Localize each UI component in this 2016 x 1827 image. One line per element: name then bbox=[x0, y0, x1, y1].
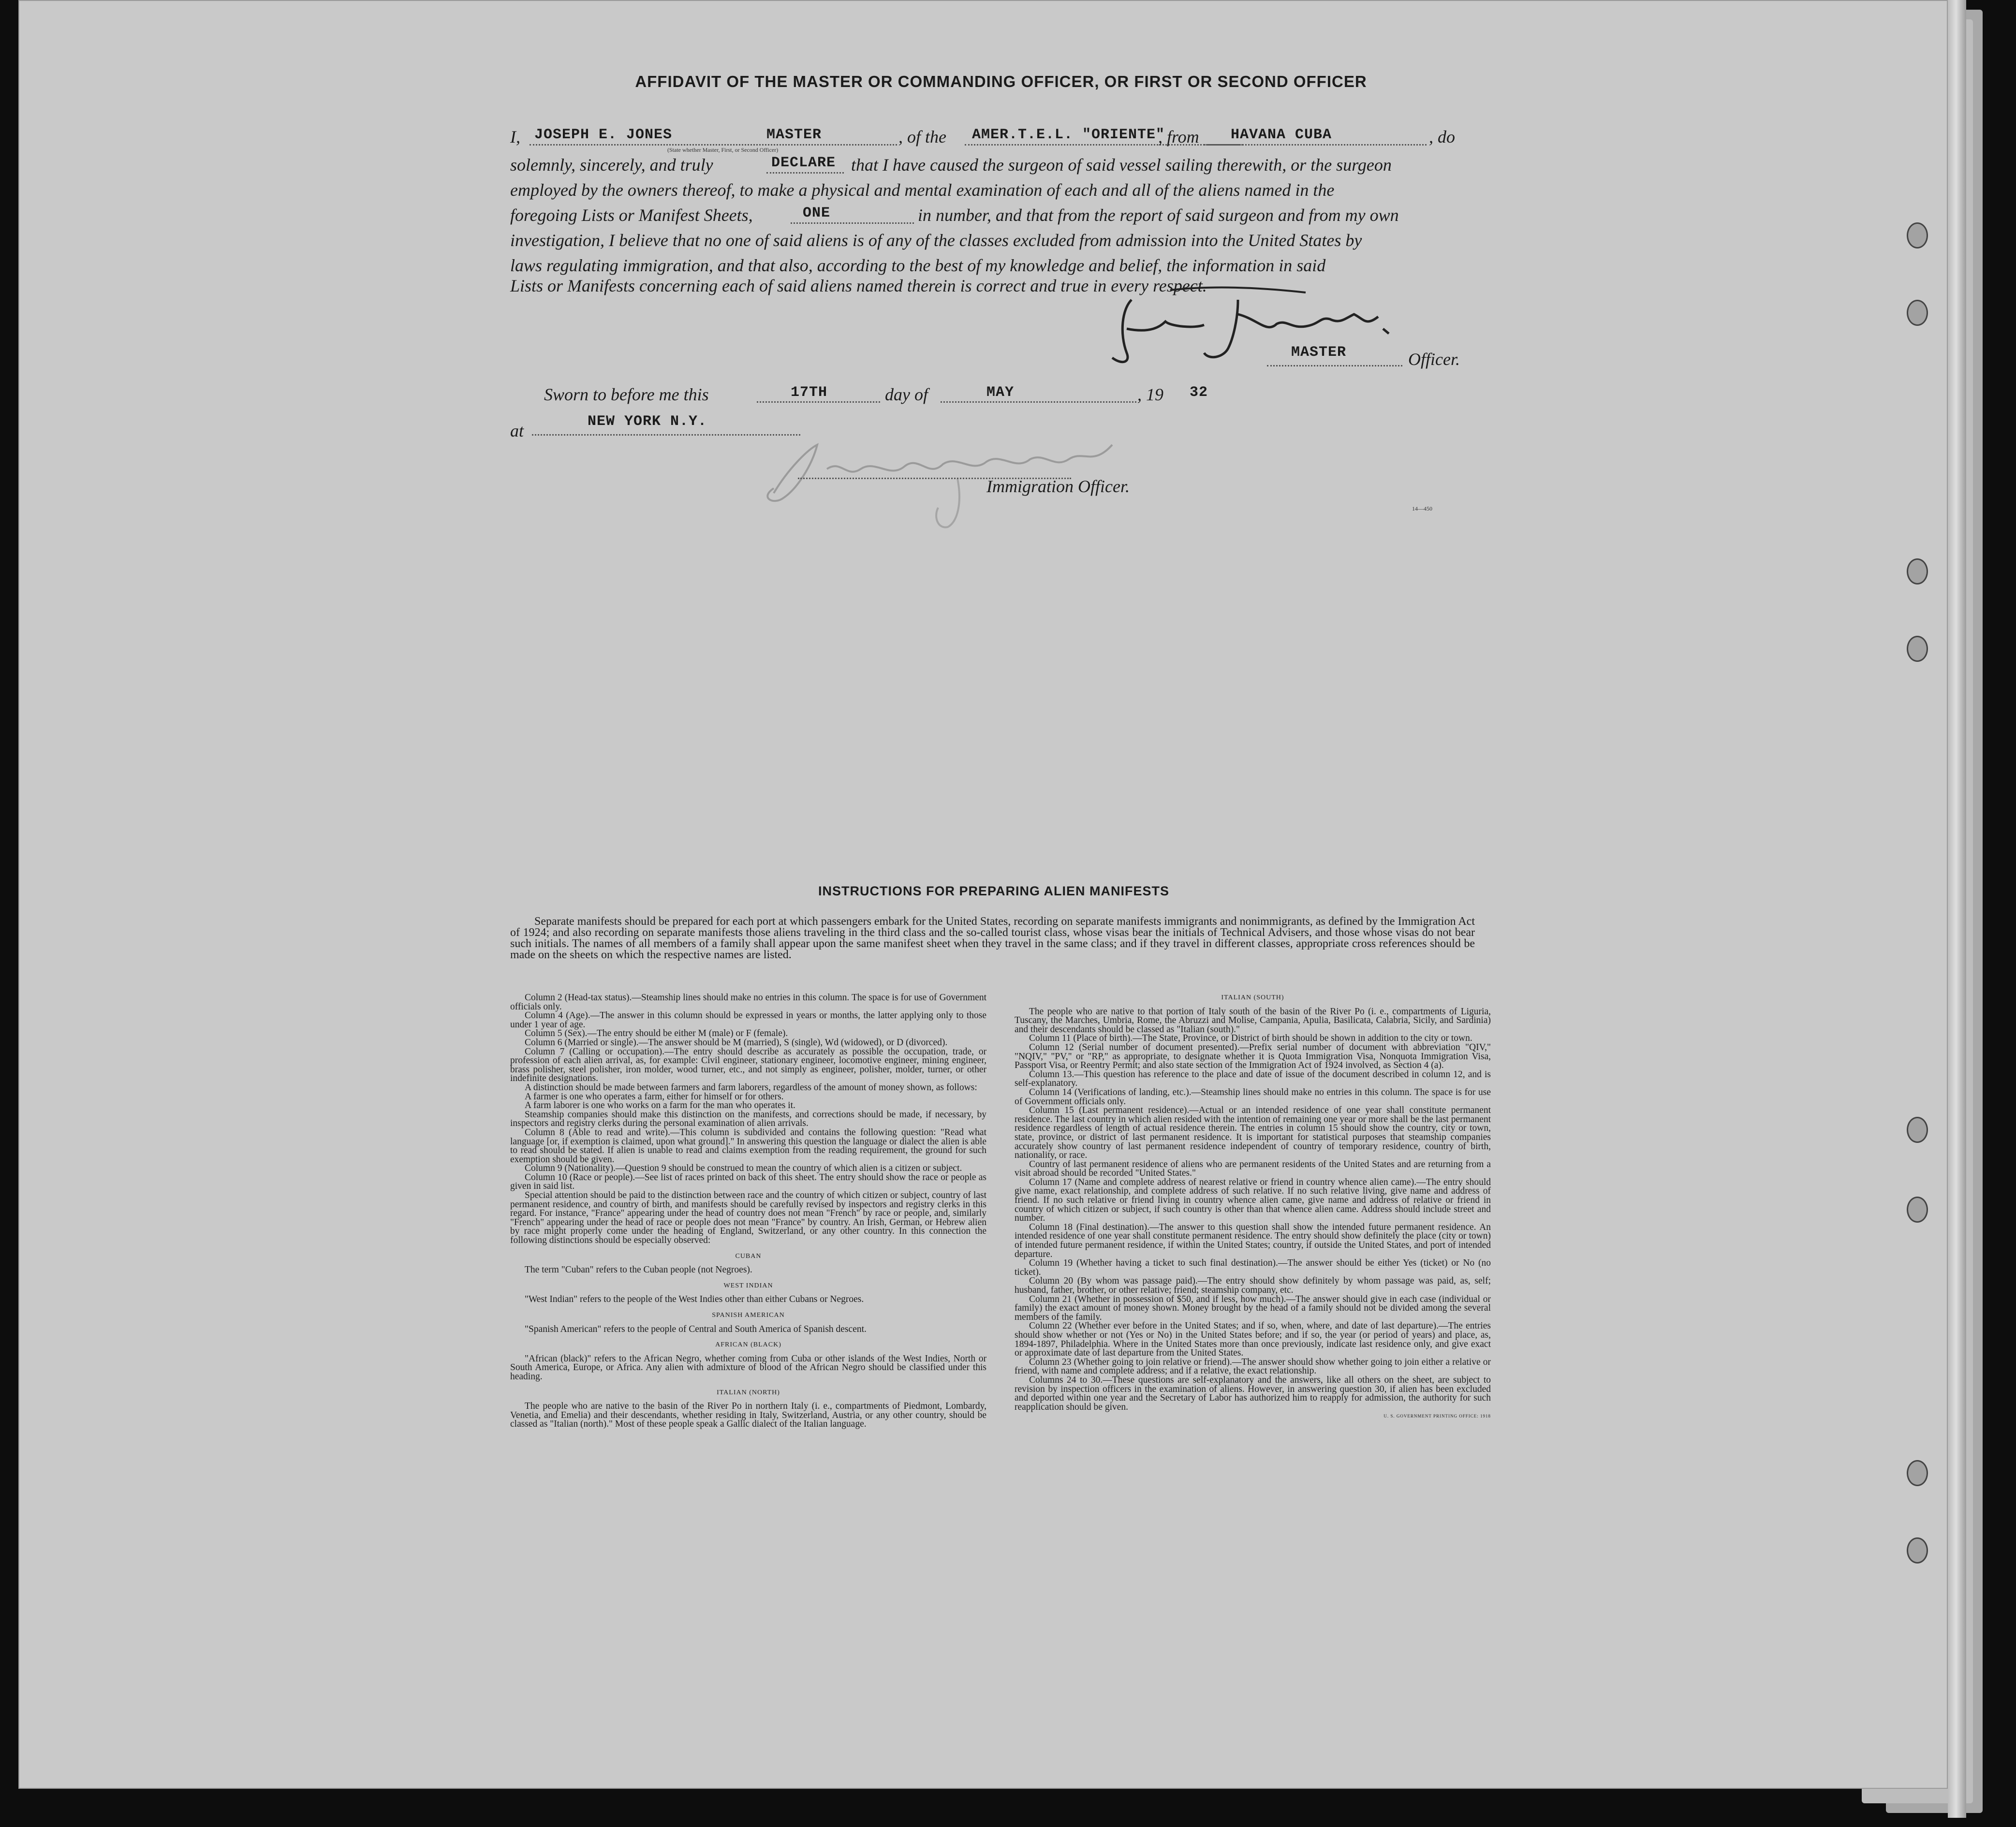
affidavit-line-6: laws regulating immigration, and that also, according to the best of my knowledge and belief, the information in said bbox=[510, 256, 1326, 275]
sworn-place: NEW YORK N.Y. bbox=[588, 413, 707, 430]
instructions-right-column bbox=[1015, 994, 1491, 1421]
instr-italian-north: The people who are native to the basin of the River Po in northern Italy (i. e., compartments of Piedmont, Lombardy, Venetia, and Emelia) and their descendants, whether residing in Italy, Switzerland, Austria, or any other country, should be classed as "Italian (north)." Most of these people speak a Gallic dialect of the Italian language. bbox=[510, 1401, 986, 1430]
affidavit-i: I, bbox=[510, 127, 520, 146]
instr-col12: Column 12 (Serial number of document presented).—Prefix serial number of document with abbreviation "QIV," "NQIV," "PV," or "RP," as appropriate, to designate whether it is Quota Immigration Visa, Nonquota Immigration Visa, Passport Visa, or Reentry Permit; and also state section of the Immigration Act of 1924 involved, as Section 4 (a). bbox=[1015, 1042, 1491, 1071]
instr-laborer: A farm laborer is one who works on a farm for the man who operates it. bbox=[525, 1100, 795, 1111]
heading-cuban: CUBAN bbox=[735, 1252, 762, 1260]
instr-steamship: Steamship companies should make this distinction on the manifests, and corrections should be made, if necessary, by inspectors and registry clerks during the personal examination of alien arrivals. bbox=[510, 1109, 986, 1129]
instr-italian-south: The people who are native to that portion of Italy south of the basin of the River Po (i. e., compartments of Liguria, Tuscany, the Marches, Umbria, Rome, the Abruzzi and Molise, Campania, Apulia, Basilicata, Calabria, Sicily, and Sardinia) and their descendants should be classed as "Italian (south)." bbox=[1015, 1006, 1491, 1035]
sheet-count: ONE bbox=[803, 205, 831, 221]
immigration-officer-label: Immigration Officer. bbox=[986, 477, 1130, 496]
at-label: at bbox=[510, 421, 524, 440]
instr-col23: Column 23 (Whether going to join relative or friend).—The answer should show whether going to join either a relative or friend, with name and complete address; and if a relative, the exact relationship. bbox=[1015, 1357, 1491, 1376]
heading-italian-north: ITALIAN (NORTH) bbox=[717, 1389, 780, 1396]
form-number: 14—450 bbox=[1412, 505, 1432, 512]
from-label: , from bbox=[1158, 127, 1199, 146]
year-prefix: , 19 bbox=[1137, 385, 1163, 404]
affidavit-line-4 bbox=[510, 205, 753, 225]
instr-col15: Column 15 (Last permanent residence).—Actual or an intended residence of one year shall constitute permanent residence. The last country in which alien resided with the intention of remaining one year or more shall be the last permanent residence regardless of length of actual residence therein. The entries in column 15 should show the country, city or town, state, province, or district of last permanent residence. It is important for statistical purposes that steamship companies accurately show country of last permanent residence independent of country of temporary residence, country of birth, nationality, or race. bbox=[1015, 1105, 1491, 1161]
instr-farmer: A farmer is one who operates a farm, either for himself or for others. bbox=[525, 1091, 784, 1102]
of-the-label: , of the bbox=[898, 127, 946, 146]
master-rank: MASTER bbox=[766, 127, 822, 143]
instr-col14: Column 14 (Verifications of landing, etc.).—Steamship lines should make no entries in this column. The space is for use of Government officials only. bbox=[1015, 1087, 1491, 1107]
instr-west-indian: "West Indian" refers to the people of the West Indies other than either Cubans or Negroes. bbox=[525, 1294, 864, 1305]
line2-start: solemnly, sincerely, and truly bbox=[510, 155, 713, 175]
instr-col10: Column 10 (Race or people).—See list of races printed on back of this sheet. The entry should show the race or people as given in said list. bbox=[510, 1172, 986, 1192]
instructions-title: INSTRUCTIONS FOR PREPARING ALIEN MANIFESTS bbox=[818, 884, 1170, 898]
heading-african: AFRICAN (BLACK) bbox=[715, 1341, 781, 1349]
binder-hole bbox=[1907, 1117, 1928, 1143]
fill-line bbox=[532, 434, 800, 436]
day-of-label: day of bbox=[885, 385, 928, 404]
instr-col19: Column 19 (Whether having a ticket to such final destination).—The answer should be either Yes (ticket) or No (no ticket). bbox=[1015, 1258, 1491, 1277]
instr-col8: Column 8 (Able to read and write).—This column is subdivided and contains the following question: "Read what language [or, if exemption is claimed, upon what ground]." In answering this question the language or dialect the alien is able to read should be stated. If alien is unable to read and claims exemption from the reading requirement, the ground for such exemption should be given. bbox=[510, 1127, 986, 1165]
binder-hole bbox=[1907, 1197, 1928, 1223]
instr-african: "African (black)" refers to the African Negro, whether coming from Cuba or other islands of the West Indies, North or South America, Europe, or Africa. Any alien with admixture of blood of the African Negro should be classified under this heading. bbox=[510, 1353, 986, 1382]
affidavit-line-7: Lists or Manifests concerning each of said aliens named therein is correct and true in every respect. bbox=[510, 276, 1207, 295]
instructions-left-column bbox=[510, 994, 986, 1429]
instr-col13: Column 13.—This question has reference to the place and date of issue of the document described in column 12, and is self-explanatory. bbox=[1015, 1069, 1491, 1089]
signature-rank: MASTER bbox=[1291, 344, 1347, 361]
fill-line bbox=[757, 401, 880, 403]
affidavit-title: AFFIDAVIT OF THE MASTER OR COMMANDING OFFICER, OR FIRST OR SECOND OFFICER bbox=[635, 73, 1367, 90]
fill-line bbox=[766, 172, 844, 174]
instr-col11: Column 11 (Place of birth).—The State, Province, or District of birth should be shown in addition to the city or town. bbox=[1029, 1033, 1472, 1044]
fill-line bbox=[1267, 365, 1402, 366]
printing-office-note: U. S. GOVERNMENT PRINTING OFFICE: 1918 bbox=[1383, 1414, 1491, 1419]
instr-cuban: The term "Cuban" refers to the Cuban people (not Negroes). bbox=[525, 1265, 752, 1275]
binder-hole bbox=[1907, 558, 1928, 585]
heading-west-indian: WEST INDIAN bbox=[723, 1282, 773, 1289]
heading-spanish-american: SPANISH AMERICAN bbox=[712, 1312, 785, 1319]
heading-italian-south: ITALIAN (SOUTH) bbox=[1221, 994, 1284, 1001]
binder-hole bbox=[1907, 1537, 1928, 1564]
sworn-label: Sworn to before me this bbox=[544, 385, 709, 404]
binder-hole bbox=[1907, 636, 1928, 662]
instr-country: Country of last permanent residence of aliens who are permanent residents of the United States and are returning from a visit abroad should be recorded "United States." bbox=[1015, 1159, 1491, 1179]
do-label: , do bbox=[1429, 127, 1455, 146]
instr-col18: Column 18 (Final destination).—The answer to this question shall show the intended future permanent residence. An intended residence of one year shall constitute permanent residence. The entry should show definitely the place (city or town) of intended future permanent residence, if within the United States; country, if outside the United States, and port of intended departure. bbox=[1015, 1222, 1491, 1259]
officer-label: Officer. bbox=[1408, 350, 1460, 369]
instr-col2: Column 2 (Head-tax status).—Steamship lines should make no entries in this column. The space is for use of Government officials only. bbox=[510, 993, 986, 1012]
instr-col5: Column 5 (Sex).—The entry should be either M (male) or F (female). bbox=[525, 1028, 788, 1039]
instr-col17: Column 17 (Name and complete address of nearest relative or friend in country whence alien came).—The entry should give name, exact relationship, and complete address of such relative. If no such relative living, give name and address of friend. If no such relative or friend living in country whence alien came, give name and address of relative or friend in country of which citizen or subject, if such country is other than that whence alien came. Address should include street and number. bbox=[1015, 1177, 1491, 1224]
instr-col7: Column 7 (Calling or occupation).—The entry should describe as accurately as possible the occupation, trade, or profession of each alien arrival, as, for example: Civil engineer, stationary engineer, locomotive engineer, mining engineer, brass polisher, steel polisher, iron molder, wood turner, etc., and not simply as engineer, polisher, molder, turner, or other indefinite designations. bbox=[510, 1046, 986, 1084]
affidavit-line-2 bbox=[510, 155, 713, 175]
instr-col9: Column 9 (Nationality).—Question 9 should be construed to mean the country of which alien is a citizen or subject. bbox=[525, 1163, 962, 1174]
affidavit-line-1 bbox=[510, 127, 520, 147]
instr-col6: Column 6 (Married or single).—The answer should be M (married), S (single), Wd (widowed), or D (divorced). bbox=[525, 1037, 948, 1048]
line4-start: foregoing Lists or Manifest Sheets, bbox=[510, 205, 753, 225]
page-edge bbox=[1948, 0, 1966, 1818]
fill-line bbox=[791, 222, 914, 224]
instr-col20: Column 20 (By whom was passage paid).—The entry should show definitely by whom passage was paid, as, self; husband, father, brother, or other relative; friend; steamship company, etc. bbox=[1015, 1276, 1491, 1295]
fill-line bbox=[530, 144, 897, 146]
fill-line bbox=[1204, 144, 1427, 146]
binder-hole bbox=[1907, 222, 1928, 248]
fill-line bbox=[965, 144, 1243, 146]
affidavit-line-3: employed by the owners thereof, to make a physical and mental examination of each and all of the aliens named in the bbox=[510, 180, 1335, 200]
affidavit-line-5: investigation, I believe that no one of said aliens is of any of the classes excluded from admission into the United States by bbox=[510, 231, 1362, 250]
rank-note: (State whether Master, First, or Second Officer) bbox=[667, 146, 779, 153]
master-name: JOSEPH E. JONES bbox=[534, 127, 673, 143]
declare-word: DECLARE bbox=[771, 155, 836, 171]
instr-col22: Column 22 (Whether ever before in the United States; and if so, when, where, and date of last departure).—The entries should show whether or not (Yes or No) in the United States before; and if so, the year (or period of years) and place, as, 1894-1897, Philadelphia. Where in the United States more than once previously, indicate last residence only, and give exact or approximate date of last departure from the United States. bbox=[1015, 1321, 1491, 1359]
binder-hole bbox=[1907, 300, 1928, 326]
year-suffix: 32 bbox=[1190, 384, 1208, 401]
instr-farmers: A distinction should be made between farmers and farm laborers, regardless of the amount of money shown, as follows: bbox=[525, 1082, 977, 1093]
instr-col24-30: Columns 24 to 30.—These questions are self-explanatory and the answers, like all others on the sheet, are subject to revision by inspection officers in the examination of aliens. However, in answering question 30, if alien has been excluded and deported within one year and the Secretary of Labor has authorized him to reapply for admission, the authority for such reapplication should be given. bbox=[1015, 1374, 1491, 1412]
fill-line bbox=[941, 401, 1136, 403]
sworn-day: 17TH bbox=[791, 384, 828, 401]
line4-end: in number, and that from the report of said surgeon and from my own bbox=[918, 205, 1399, 225]
instructions-intro: Separate manifests should be prepared for each port at which passengers embark for the United States, recording on separate manifests immigrants and nonimmigrants, as defined by the Immigration Act of 1924; and also recording on separate manifests those aliens traveling in the third class and the so-called tourist class, whose visas bear the initials of Technical Advisers, and those whose visas do not bear such initials. The names of all members of a family shall appear upon the same manifest sheet when they travel in the same class; and if they travel in different classes, appropriate cross references should be made on the sheets on which the respective names are listed. bbox=[510, 915, 1475, 961]
port-from: HAVANA CUBA bbox=[1231, 127, 1332, 143]
vessel-name: AMER.T.E.L. "ORIENTE" bbox=[972, 127, 1165, 143]
sworn-month: MAY bbox=[986, 384, 1015, 401]
instr-special: Special attention should be paid to the distinction between race and the country of which citizen or subject, country of last permanent residence, and country of birth, and manifests should be carefully revised by inspectors and registry clerks in this regard. For instance, "France" appearing under the head of country does not mean "French" by race or people, and, similarly "French" appearing under the head of race or people does not mean "France" by country. An Irish, German, or Hebrew alien by race might properly come under the heading of England, Switzerland, or any other country. In this connection the following distinctions should be especially observed: bbox=[510, 1190, 986, 1246]
binder-hole bbox=[1907, 1460, 1928, 1486]
instr-col21: Column 21 (Whether in possession of $50, and if less, how much).—The answer should give in each case (individual or family) the exact amount of money shown. Money brought by the head of a family should not be divided among the several members of the family. bbox=[1015, 1294, 1491, 1322]
instr-col4: Column 4 (Age).—The answer in this column should be expressed in years or months, the latter applying only to those under 1 year of age. bbox=[510, 1010, 986, 1030]
line2-end: that I have caused the surgeon of said vessel sailing therewith, or the surgeon bbox=[851, 155, 1392, 175]
instr-spanish-american: "Spanish American" refers to the people of Central and South America of Spanish descent. bbox=[525, 1324, 867, 1334]
